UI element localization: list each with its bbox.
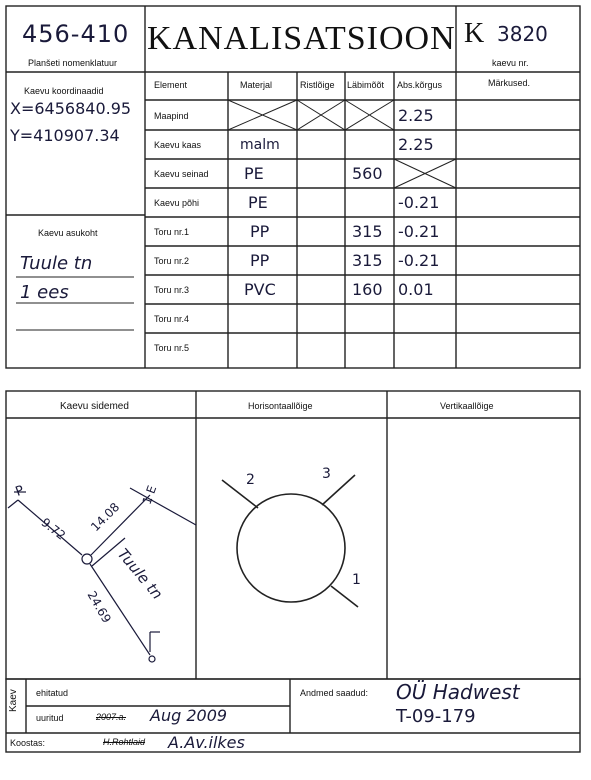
row-material: malm	[240, 137, 280, 153]
row-material: PE	[244, 164, 264, 183]
ties-label: Kaevu sidemed	[60, 401, 129, 412]
data-from-label: Andmed saadud:	[300, 688, 369, 698]
row-element: Kaevu seinad	[154, 169, 209, 179]
row-height: 0.01	[398, 280, 434, 299]
pipe-label-1: 1	[352, 572, 361, 588]
well-label: kaevu nr.	[492, 58, 529, 68]
page-title: KANALISATSIOON	[147, 20, 456, 57]
sheet-number: 456-410	[22, 20, 130, 48]
row-element: Kaevu põhi	[154, 198, 200, 208]
col-header-abs-height: Abs.kõrgus	[397, 80, 443, 90]
vertical-section-label: Vertikaallõige	[440, 401, 494, 411]
row-element: Maapind	[154, 111, 189, 121]
row-element: Toru nr.2	[154, 256, 190, 266]
data-from-company: OÜ Hadwest	[396, 680, 520, 704]
compiled-value: A.Av.ilkes	[168, 733, 245, 752]
surveyed-label: uuritud	[36, 713, 64, 723]
pipe-label-3: 3	[322, 466, 331, 482]
row-height: 2.25	[398, 135, 434, 154]
surveyed-value: Aug 2009	[150, 706, 228, 725]
row-element: Toru nr.4	[154, 314, 190, 324]
surveyed-old-value: 2007.a.	[96, 712, 127, 722]
well-number: 3820	[497, 22, 548, 46]
coordinate-x: X=6456840.95	[10, 99, 132, 118]
location-label: Kaevu asukoht	[38, 228, 98, 238]
row-element: Toru nr.5	[154, 343, 190, 353]
col-header-material: Materjal	[240, 80, 273, 90]
row-diameter: 315	[352, 222, 383, 241]
ties-distance-3: 24.69	[84, 588, 114, 626]
built-label: ehitatud	[36, 688, 69, 698]
coordinate-y: Y=410907.34	[10, 126, 120, 145]
row-material: PP	[250, 222, 270, 241]
ties-distance-2: 14.08	[88, 499, 123, 535]
pipe-label-2: 2	[246, 472, 255, 488]
row-diameter: 160	[352, 280, 383, 299]
row-element: Toru nr.1	[154, 227, 190, 237]
ties-point-p: P	[13, 483, 27, 500]
ties-street-label: Tuule tn	[113, 545, 167, 603]
row-material: PVC	[244, 280, 276, 299]
row-diameter: 560	[352, 164, 383, 183]
compiled-old-value: H.Rohtlaid	[103, 737, 146, 747]
sheet-label: Planšeti nomenklatuur	[28, 58, 118, 68]
row-material: PE	[248, 193, 268, 212]
kaev-label: Kaev	[8, 689, 19, 712]
row-element: Kaevu kaas	[154, 140, 202, 150]
ties-distance-1: 9.72	[38, 515, 69, 543]
coordinates-label: Kaevu koordinaadid	[24, 86, 104, 96]
row-element: Toru nr.3	[154, 285, 190, 295]
compiled-label: Koostas:	[10, 738, 46, 748]
location-line-1: Tuule tn	[20, 253, 93, 274]
data-from-code: T-09-179	[396, 706, 476, 727]
ties-building-label: 1 E	[139, 483, 160, 507]
col-header-cross-section: Ristlõige	[300, 80, 335, 90]
row-height: -0.21	[398, 222, 440, 241]
location-line-2: 1 ees	[20, 282, 69, 303]
row-material: PP	[250, 251, 270, 270]
row-height: 2.25	[398, 106, 434, 125]
row-diameter: 315	[352, 251, 383, 270]
row-height: -0.21	[398, 193, 440, 212]
well-prefix: K	[464, 18, 485, 49]
col-header-diameter: Läbimõõt	[347, 80, 385, 90]
horizontal-section-label: Horisontaallõige	[248, 401, 313, 411]
horizontal-section-drawing	[222, 475, 358, 607]
row-height: -0.21	[398, 251, 440, 270]
col-header-remarks: Märkused.	[488, 78, 531, 88]
col-header-element: Element	[154, 80, 188, 90]
